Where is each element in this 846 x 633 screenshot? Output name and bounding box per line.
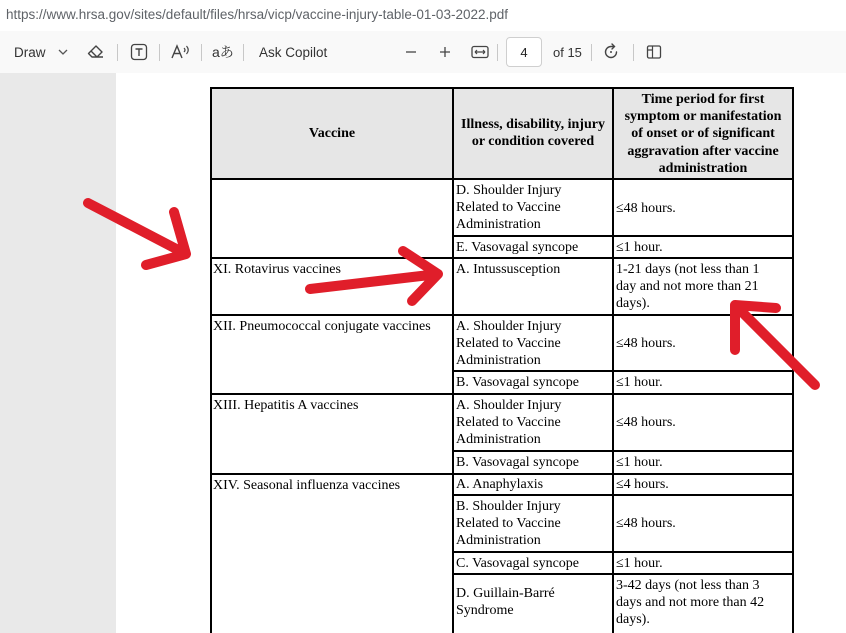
chevron-down-icon[interactable]	[57, 31, 69, 73]
time-cell: ≤1 hour.	[616, 455, 663, 470]
illness-cell: E. Vasovagal syncope	[456, 240, 579, 255]
time-cell: 3-42 days (not less than 3 days and not more than 42 days).	[616, 578, 765, 628]
toolbar-divider	[201, 44, 202, 61]
toolbar-divider	[633, 44, 634, 61]
table-border	[210, 473, 794, 475]
time-cell: ≤1 hour.	[616, 240, 663, 255]
translate-icon[interactable]: aあ	[212, 44, 234, 60]
header-time-period: Time period for first symptom or manifestation of onset or of significant aggravation after vaccine administration	[624, 92, 782, 176]
time-cell: ≤48 hours.	[616, 516, 676, 531]
fit-width-icon[interactable]	[470, 31, 490, 73]
toolbar-divider	[591, 44, 592, 61]
table-border	[452, 370, 794, 372]
header-vaccine: Vaccine	[308, 126, 356, 141]
table-border	[452, 450, 794, 452]
address-bar[interactable]	[0, 0, 846, 30]
table-border	[452, 494, 794, 496]
time-cell: ≤48 hours.	[616, 415, 676, 430]
vaccine-name: XIV. Seasonal influenza vaccines	[213, 478, 401, 493]
illness-cell: D. Guillain-Barré Syndrome	[456, 586, 555, 619]
table-border	[210, 257, 794, 259]
illness-cell: A. Intussusception	[456, 262, 561, 277]
minus-icon	[404, 45, 418, 59]
table-border	[452, 573, 794, 575]
ask-copilot-button[interactable]	[259, 31, 327, 73]
table-border	[210, 393, 794, 395]
pdf-toolbar	[0, 31, 846, 74]
illness-cell: D. Shoulder Injury Related to Vaccine Administration	[456, 183, 562, 233]
ask-copilot-label: Ask Copilot	[259, 44, 328, 60]
read-aloud-icon[interactable]	[170, 31, 192, 73]
toolbar-divider	[497, 44, 498, 61]
page-total: of 15	[553, 44, 582, 60]
toolbar-divider	[159, 44, 160, 61]
page-view-icon[interactable]	[645, 31, 663, 73]
toolbar-divider	[243, 44, 244, 61]
zoom-out-button[interactable]	[404, 31, 418, 73]
draw-label: Draw	[14, 44, 46, 60]
scrollbar-track[interactable]	[830, 73, 846, 633]
header-illness: Illness, disability, injury or condition covered	[461, 117, 605, 150]
illness-cell: C. Vasovagal syncope	[456, 556, 579, 571]
rotate-icon[interactable]	[601, 31, 621, 73]
plus-icon	[438, 45, 452, 59]
illness-cell: A. Shoulder Injury Related to Vaccine Administration	[456, 319, 562, 369]
illness-cell: B. Shoulder Injury Related to Vaccine Administration	[456, 499, 561, 549]
table-border	[452, 235, 794, 237]
page-number-input[interactable]	[506, 37, 542, 67]
time-cell: ≤1 hour.	[616, 375, 663, 390]
table-border	[210, 87, 212, 633]
table-border	[210, 314, 794, 316]
url-text[interactable]: https://www.hrsa.gov/sites/default/files/hrsa/vicp/vaccine-injury-table-01-03-2022.pdf	[6, 7, 508, 22]
vaccine-name: XI. Rotavirus vaccines	[213, 262, 341, 277]
zoom-in-button[interactable]	[438, 31, 452, 73]
table-border	[210, 178, 794, 180]
illness-cell: A. Shoulder Injury Related to Vaccine Administration	[456, 398, 562, 448]
time-cell: ≤48 hours.	[616, 201, 676, 216]
draw-button[interactable]	[14, 31, 46, 73]
time-cell: ≤4 hours.	[616, 477, 669, 492]
illness-cell: B. Vasovagal syncope	[456, 375, 579, 390]
add-text-icon[interactable]	[129, 31, 149, 73]
table-border	[210, 87, 794, 89]
time-cell: ≤1 hour.	[616, 556, 663, 571]
time-cell: 1-21 days (not less than 1 day and not more than 21 days).	[616, 262, 760, 312]
vaccine-name: XII. Pneumococcal conjugate vaccines	[213, 319, 431, 334]
illness-cell: A. Anaphylaxis	[456, 477, 544, 492]
time-cell: ≤48 hours.	[616, 336, 676, 351]
illness-cell: B. Vasovagal syncope	[456, 455, 579, 470]
eraser-icon[interactable]	[86, 31, 106, 73]
table-border	[452, 551, 794, 553]
vaccine-name: XIII. Hepatitis A vaccines	[213, 398, 359, 413]
toolbar-divider	[117, 44, 118, 61]
